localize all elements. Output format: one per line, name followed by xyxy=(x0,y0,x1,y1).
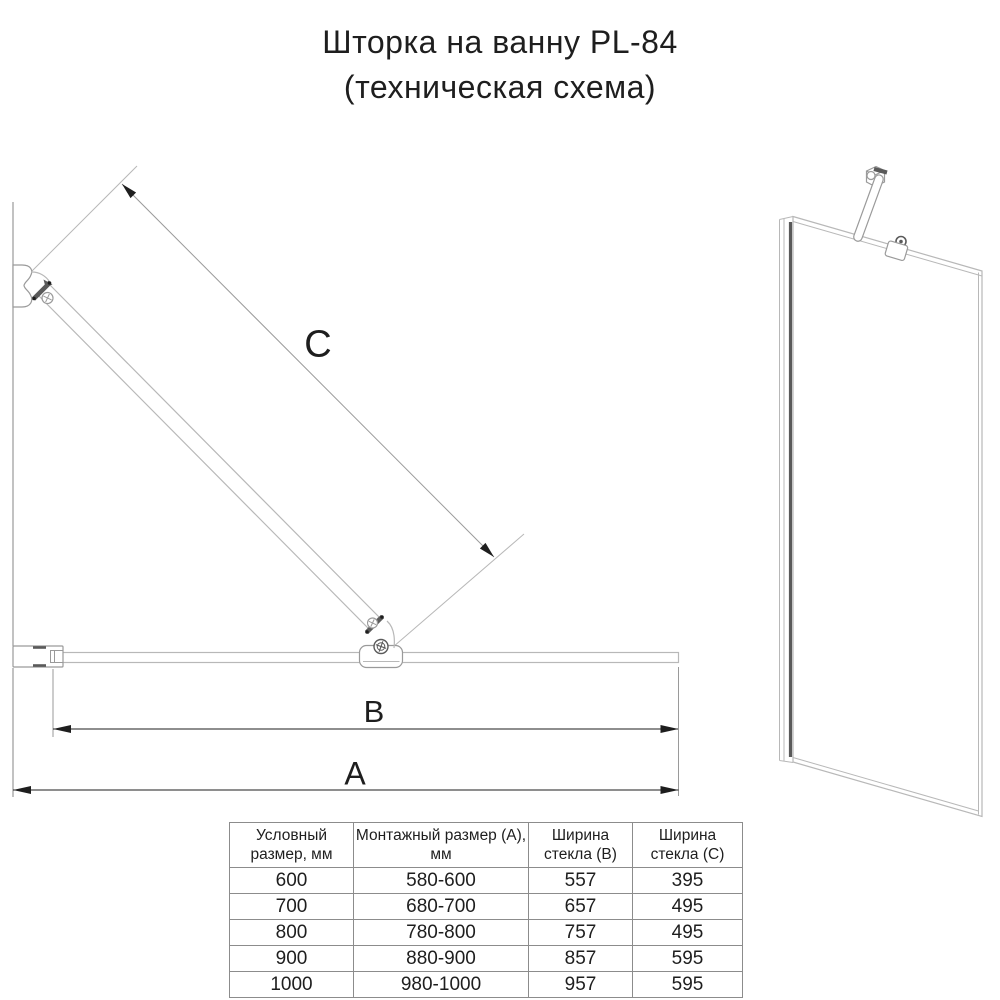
dimension-line-c xyxy=(122,184,494,557)
table-cell: 1000 xyxy=(230,972,354,998)
table-cell: 600 xyxy=(230,868,354,894)
bracket-knuckle-dot xyxy=(899,240,903,244)
extension-line-c-top xyxy=(27,166,137,276)
page-title-line2: (техническая схема) xyxy=(343,69,657,105)
side-wall-profile xyxy=(780,217,794,763)
table-header-row xyxy=(230,823,743,868)
page-title-line1: Шторка на ванну PL-84 xyxy=(322,24,678,60)
table-cell: 780-800 xyxy=(354,920,529,946)
table-cell: 595 xyxy=(633,946,743,972)
plan-view-diagram xyxy=(13,166,679,797)
table-header-glass-width-b: Ширина стекла (B) xyxy=(529,823,633,868)
table-cell: 657 xyxy=(529,894,633,920)
table-cell: 557 xyxy=(529,868,633,894)
table-cell: 880-900 xyxy=(354,946,529,972)
table-cell: 495 xyxy=(633,894,743,920)
table-cell: 900 xyxy=(230,946,354,972)
table-cell: 957 xyxy=(529,972,633,998)
table-cell: 595 xyxy=(633,972,743,998)
plate-end-dot-icon xyxy=(380,615,384,619)
wall-channel-profile xyxy=(13,646,63,667)
dimension-label-b: B xyxy=(363,694,385,729)
dimension-arrow-icon xyxy=(13,786,31,794)
plate-end-dot-icon xyxy=(32,297,36,301)
dimension-arrow-icon xyxy=(661,725,679,733)
table-row xyxy=(230,868,743,894)
table-row xyxy=(230,946,743,972)
table-header-mounting-size: Монтажный размер (А), мм xyxy=(354,823,529,868)
table-cell: 495 xyxy=(633,920,743,946)
table-cell: 800 xyxy=(230,920,354,946)
table-header-glass-width-c: Ширина стекла (C) xyxy=(633,823,743,868)
bracket-arm xyxy=(852,174,884,243)
table-cell: 757 xyxy=(529,920,633,946)
screw-icon xyxy=(867,172,875,180)
dimension-label-c: C xyxy=(304,323,332,366)
size-table xyxy=(229,822,742,998)
dimension-arrow-icon xyxy=(661,786,679,794)
swing-arc xyxy=(31,272,50,283)
plate-end-dot-icon xyxy=(48,281,52,285)
side-glass-panel xyxy=(793,217,982,817)
table-header-nominal-size: Условный размер, мм xyxy=(230,823,354,868)
table-row xyxy=(230,972,743,998)
dimension-label-a: A xyxy=(344,755,366,792)
table-cell: 980-1000 xyxy=(354,972,529,998)
table-cell: 580-600 xyxy=(354,868,529,894)
table-row xyxy=(230,894,743,920)
side-view-diagram xyxy=(780,167,983,817)
table-cell: 857 xyxy=(529,946,633,972)
table-cell: 395 xyxy=(633,868,743,894)
size-table-grid xyxy=(229,822,743,998)
table-cell: 680-700 xyxy=(354,894,529,920)
dimension-arrow-icon xyxy=(53,725,71,733)
wall-bracket-profile xyxy=(13,265,32,307)
table-cell: 700 xyxy=(230,894,354,920)
table-row xyxy=(230,920,743,946)
extension-line-c-bottom xyxy=(393,534,524,647)
plate-end-dot-icon xyxy=(365,630,369,634)
